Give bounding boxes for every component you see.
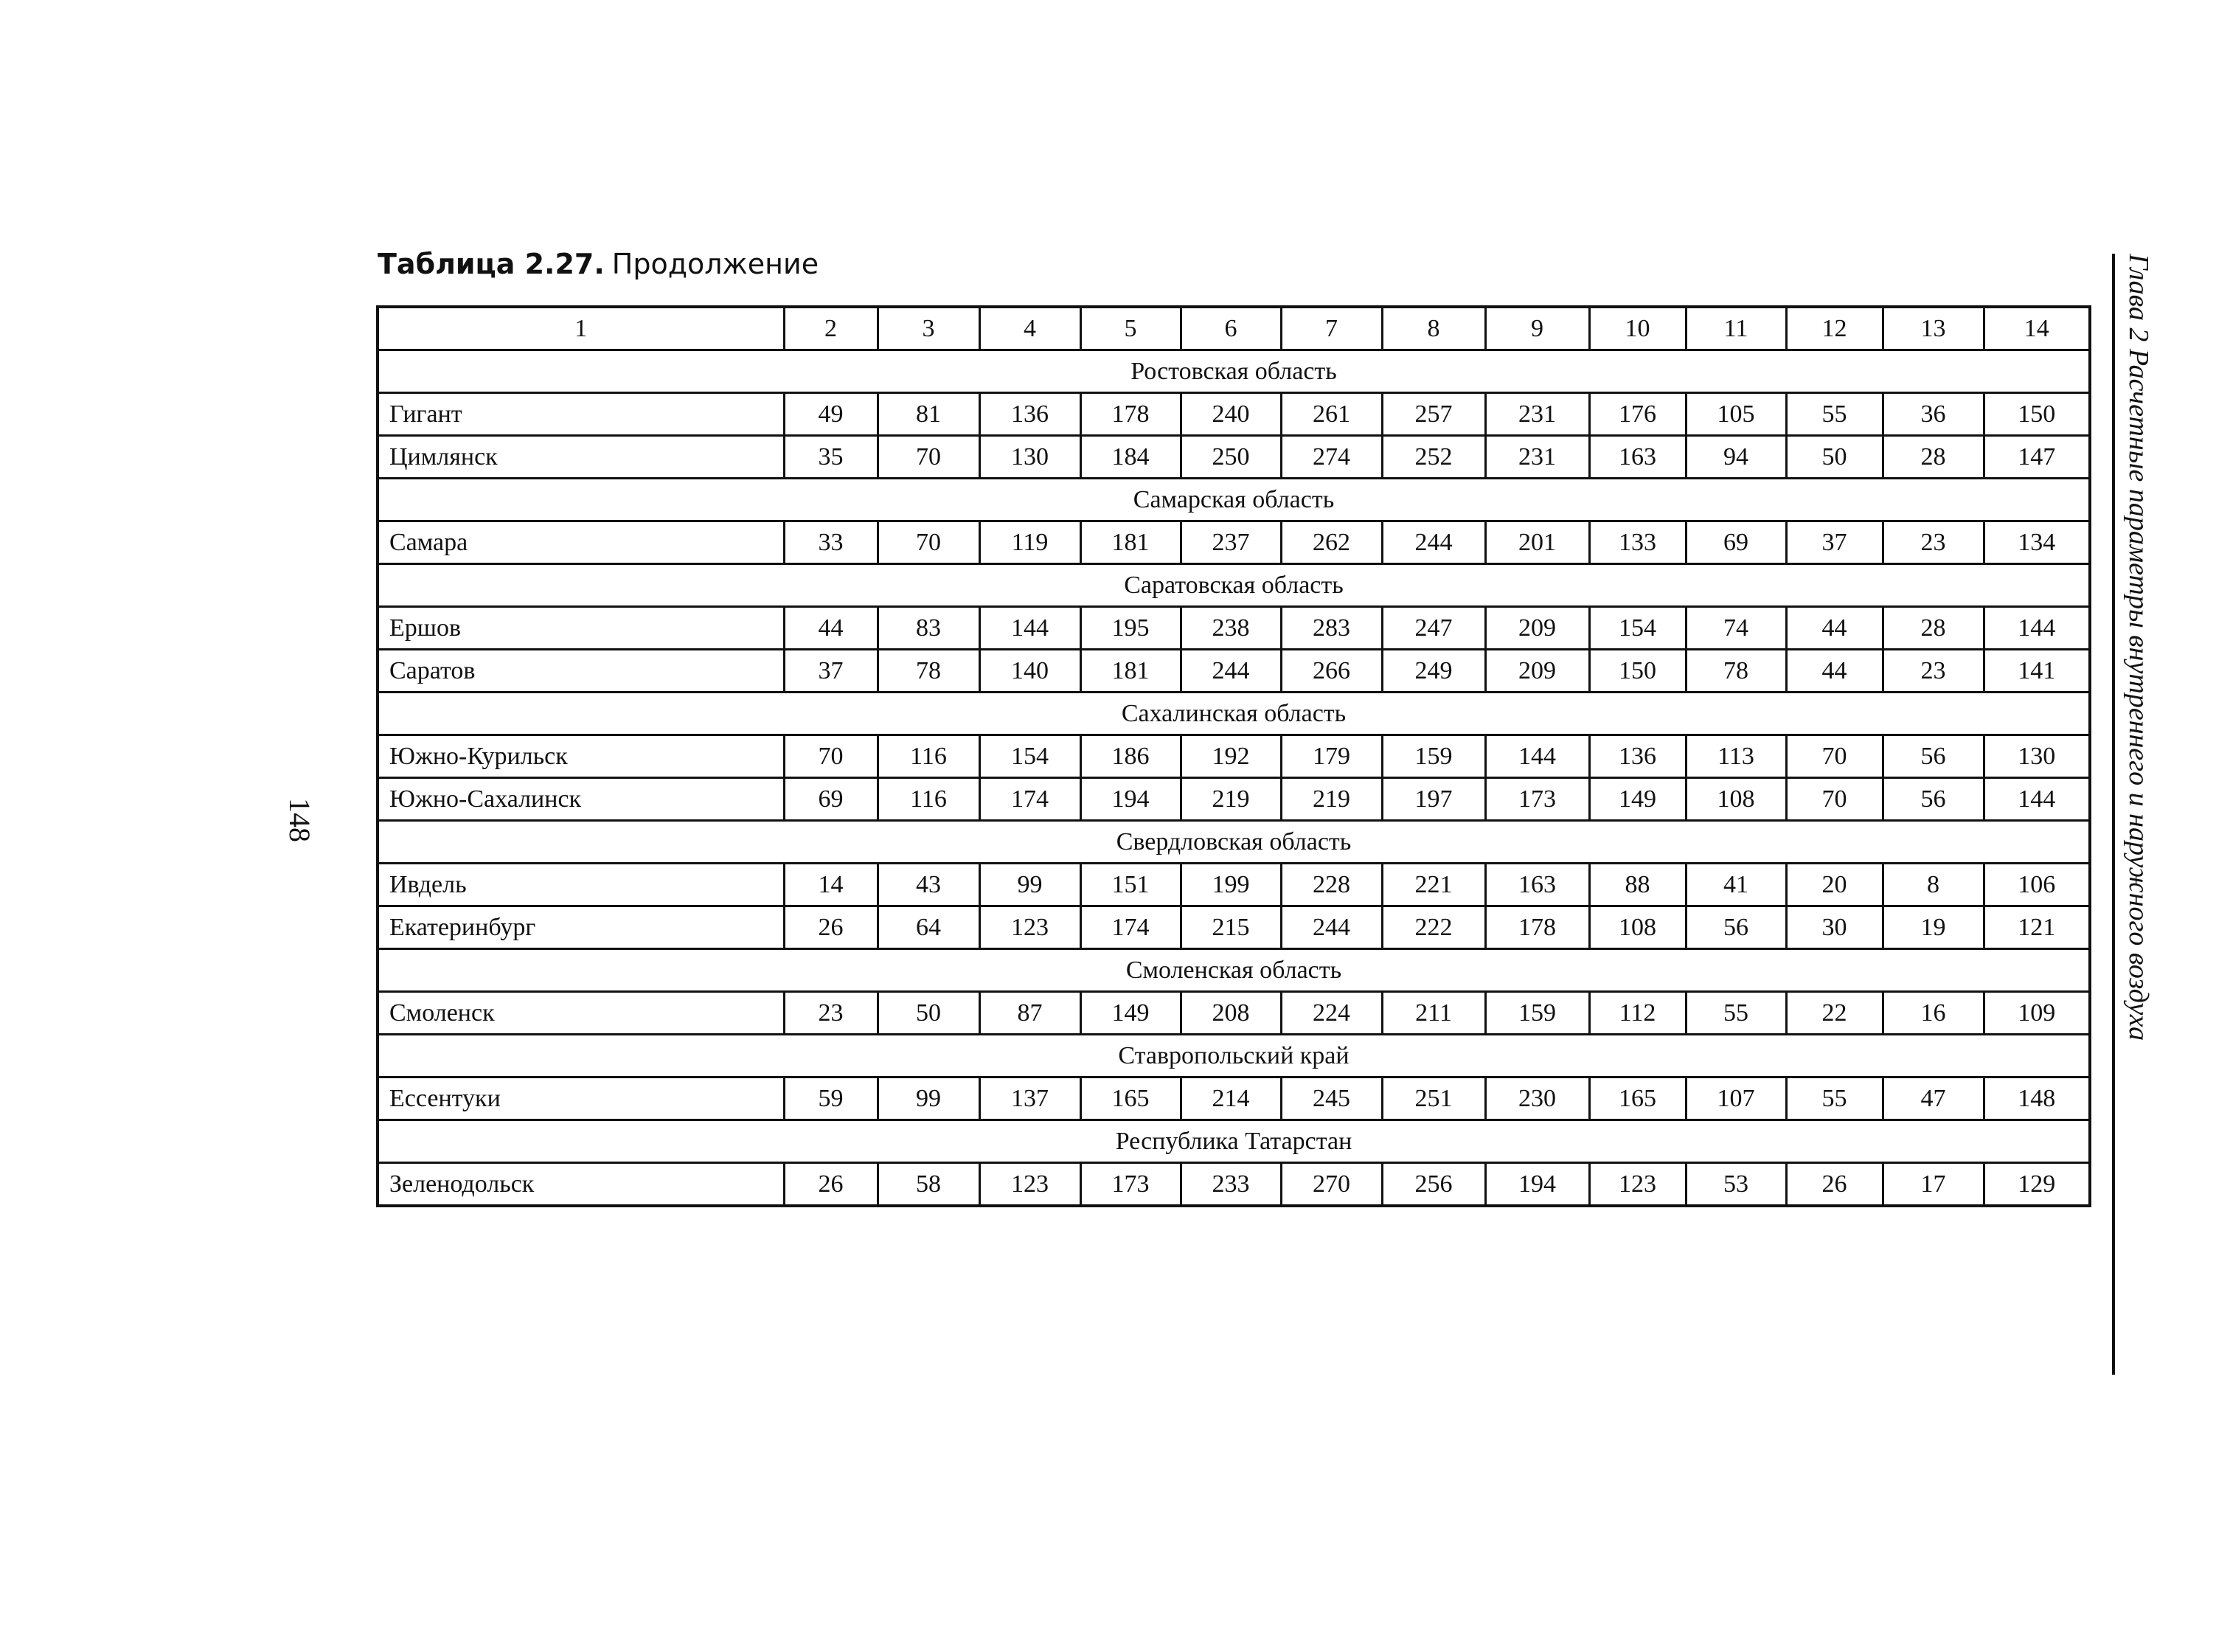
value-cell: 26 [784,906,878,949]
value-cell: 70 [1786,735,1883,778]
value-cell: 134 [1984,521,2090,564]
city-name-cell: Южно-Курильск [378,735,784,778]
value-cell: 219 [1281,778,1382,821]
value-cell: 108 [1589,906,1686,949]
column-header-cell: 5 [1080,307,1181,350]
value-cell: 137 [979,1077,1080,1120]
value-cell: 194 [1080,778,1181,821]
value-cell: 55 [1786,393,1883,436]
city-name-cell: Ершов [378,607,784,650]
table-row [378,436,2090,479]
value-cell: 208 [1181,992,1281,1035]
value-cell: 250 [1181,436,1281,479]
value-cell: 266 [1281,650,1382,693]
value-cell: 87 [979,992,1080,1035]
value-cell: 123 [979,1163,1080,1207]
value-cell: 201 [1485,521,1589,564]
value-cell: 70 [878,521,979,564]
value-cell: 55 [1686,992,1786,1035]
region-heading: Республика Татарстан [378,1120,2090,1163]
value-cell: 147 [1984,436,2090,479]
value-cell: 56 [1686,906,1786,949]
value-cell: 154 [1589,607,1686,650]
value-cell: 261 [1281,393,1382,436]
column-header-cell: 7 [1281,307,1382,350]
value-cell: 173 [1080,1163,1181,1207]
value-cell: 70 [878,436,979,479]
city-name-cell: Екатеринбург [378,906,784,949]
value-cell: 173 [1485,778,1589,821]
column-header-cell: 11 [1686,307,1786,350]
value-cell: 49 [784,393,878,436]
value-cell: 14 [784,864,878,906]
table-row [378,906,2090,949]
value-cell: 231 [1485,393,1589,436]
value-cell: 83 [878,607,979,650]
value-cell: 165 [1589,1077,1686,1120]
value-cell: 28 [1883,436,1984,479]
value-cell: 228 [1281,864,1382,906]
value-cell: 44 [1786,607,1883,650]
value-cell: 262 [1281,521,1382,564]
column-header-cell: 14 [1984,307,2090,350]
value-cell: 116 [878,735,979,778]
data-table [376,305,2091,1207]
value-cell: 20 [1786,864,1883,906]
value-cell: 163 [1485,864,1589,906]
value-cell: 74 [1686,607,1786,650]
running-head: Глава 2 Расчетные параметры внутреннего и наружного воздуха [2123,254,2154,1041]
value-cell: 121 [1984,906,2090,949]
value-cell: 144 [1984,607,2090,650]
value-cell: 47 [1883,1077,1984,1120]
value-cell: 107 [1686,1077,1786,1120]
value-cell: 133 [1589,521,1686,564]
value-cell: 184 [1080,436,1181,479]
value-cell: 195 [1080,607,1181,650]
value-cell: 88 [1589,864,1686,906]
value-cell: 17 [1883,1163,1984,1207]
value-cell: 129 [1984,1163,2090,1207]
value-cell: 244 [1382,521,1485,564]
value-cell: 233 [1181,1163,1281,1207]
value-cell: 165 [1080,1077,1181,1120]
value-cell: 186 [1080,735,1181,778]
region-heading: Сахалинская область [378,693,2090,735]
value-cell: 178 [1080,393,1181,436]
value-cell: 150 [1589,650,1686,693]
value-cell: 209 [1485,650,1589,693]
value-cell: 245 [1281,1077,1382,1120]
value-cell: 231 [1485,436,1589,479]
value-cell: 35 [784,436,878,479]
value-cell: 23 [1883,521,1984,564]
value-cell: 36 [1883,393,1984,436]
value-cell: 144 [1485,735,1589,778]
value-cell: 174 [1080,906,1181,949]
column-header-cell: 2 [784,307,878,350]
column-header-cell: 12 [1786,307,1883,350]
value-cell: 56 [1883,778,1984,821]
value-cell: 270 [1281,1163,1382,1207]
data-table-wrapper [376,305,2088,1207]
value-cell: 70 [1786,778,1883,821]
region-row [378,479,2090,521]
value-cell: 144 [1984,778,2090,821]
value-cell: 123 [979,906,1080,949]
value-cell: 130 [1984,735,2090,778]
value-cell: 224 [1281,992,1382,1035]
value-cell: 149 [1080,992,1181,1035]
value-cell: 37 [1786,521,1883,564]
value-cell: 151 [1080,864,1181,906]
column-header-cell: 6 [1181,307,1281,350]
region-row [378,949,2090,992]
value-cell: 23 [1883,650,1984,693]
city-name-cell: Южно-Сахалинск [378,778,784,821]
value-cell: 141 [1984,650,2090,693]
value-cell: 197 [1382,778,1485,821]
value-cell: 69 [784,778,878,821]
value-cell: 199 [1181,864,1281,906]
value-cell: 148 [1984,1077,2090,1120]
table-row [378,735,2090,778]
value-cell: 163 [1589,436,1686,479]
value-cell: 105 [1686,393,1786,436]
value-cell: 150 [1984,393,2090,436]
region-row [378,1120,2090,1163]
table-body [378,307,2090,1206]
value-cell: 283 [1281,607,1382,650]
value-cell: 181 [1080,521,1181,564]
value-cell: 19 [1883,906,1984,949]
value-cell: 219 [1181,778,1281,821]
value-cell: 181 [1080,650,1181,693]
value-cell: 64 [878,906,979,949]
value-cell: 240 [1181,393,1281,436]
table-row [378,521,2090,564]
region-heading: Самарская область [378,479,2090,521]
value-cell: 252 [1382,436,1485,479]
value-cell: 144 [979,607,1080,650]
table-caption-continuation: Продолжение [611,248,819,280]
value-cell: 99 [878,1077,979,1120]
value-cell: 113 [1686,735,1786,778]
table-row [378,393,2090,436]
column-header-cell: 10 [1589,307,1686,350]
value-cell: 22 [1786,992,1883,1035]
value-cell: 140 [979,650,1080,693]
table-row [378,1077,2090,1120]
value-cell: 99 [979,864,1080,906]
value-cell: 130 [979,436,1080,479]
column-header-cell: 1 [378,307,784,350]
header-row [378,307,2090,350]
value-cell: 149 [1589,778,1686,821]
table-row [378,778,2090,821]
region-row [378,821,2090,864]
city-name-cell: Самара [378,521,784,564]
region-heading: Смоленская область [378,949,2090,992]
region-row [378,350,2090,393]
city-name-cell: Цимлянск [378,436,784,479]
value-cell: 214 [1181,1077,1281,1120]
value-cell: 59 [784,1077,878,1120]
value-cell: 108 [1686,778,1786,821]
table-caption-number: Таблица 2.27. [378,248,605,280]
value-cell: 211 [1382,992,1485,1035]
region-row [378,564,2090,607]
value-cell: 176 [1589,393,1686,436]
city-name-cell: Зеленодольск [378,1163,784,1207]
value-cell: 174 [979,778,1080,821]
value-cell: 194 [1485,1163,1589,1207]
value-cell: 50 [878,992,979,1035]
column-header-cell: 9 [1485,307,1589,350]
value-cell: 26 [1786,1163,1883,1207]
value-cell: 244 [1281,906,1382,949]
value-cell: 50 [1786,436,1883,479]
table-row [378,650,2090,693]
value-cell: 136 [979,393,1080,436]
value-cell: 106 [1984,864,2090,906]
value-cell: 44 [1786,650,1883,693]
value-cell: 159 [1382,735,1485,778]
value-cell: 274 [1281,436,1382,479]
value-cell: 26 [784,1163,878,1207]
table-row [378,864,2090,906]
region-heading: Ставропольский край [378,1035,2090,1077]
value-cell: 58 [878,1163,979,1207]
value-cell: 69 [1686,521,1786,564]
table-row [378,1163,2090,1207]
value-cell: 41 [1686,864,1786,906]
value-cell: 256 [1382,1163,1485,1207]
value-cell: 23 [784,992,878,1035]
value-cell: 222 [1382,906,1485,949]
column-header-cell: 4 [979,307,1080,350]
running-head-rule [2112,254,2115,1375]
value-cell: 28 [1883,607,1984,650]
value-cell: 53 [1686,1163,1786,1207]
table-caption [378,243,819,285]
page-number: 148 [283,798,316,842]
city-name-cell: Гигант [378,393,784,436]
value-cell: 159 [1485,992,1589,1035]
value-cell: 109 [1984,992,2090,1035]
column-header-cell: 3 [878,307,979,350]
value-cell: 116 [878,778,979,821]
region-heading: Саратовская область [378,564,2090,607]
value-cell: 78 [1686,650,1786,693]
value-cell: 44 [784,607,878,650]
value-cell: 112 [1589,992,1686,1035]
value-cell: 178 [1485,906,1589,949]
city-name-cell: Смоленск [378,992,784,1035]
value-cell: 192 [1181,735,1281,778]
value-cell: 55 [1786,1077,1883,1120]
value-cell: 81 [878,393,979,436]
value-cell: 249 [1382,650,1485,693]
column-header-cell: 13 [1883,307,1984,350]
value-cell: 123 [1589,1163,1686,1207]
value-cell: 251 [1382,1077,1485,1120]
value-cell: 56 [1883,735,1984,778]
value-cell: 94 [1686,436,1786,479]
table-row [378,992,2090,1035]
value-cell: 257 [1382,393,1485,436]
region-heading: Свердловская область [378,821,2090,864]
value-cell: 43 [878,864,979,906]
city-name-cell: Ессентуки [378,1077,784,1120]
value-cell: 8 [1883,864,1984,906]
value-cell: 78 [878,650,979,693]
value-cell: 244 [1181,650,1281,693]
region-row [378,1035,2090,1077]
value-cell: 30 [1786,906,1883,949]
column-header-cell: 8 [1382,307,1485,350]
city-name-cell: Ивдель [378,864,784,906]
region-heading: Ростовская область [378,350,2090,393]
value-cell: 33 [784,521,878,564]
value-cell: 70 [784,735,878,778]
value-cell: 179 [1281,735,1382,778]
value-cell: 37 [784,650,878,693]
value-cell: 119 [979,521,1080,564]
value-cell: 209 [1485,607,1589,650]
table-row [378,607,2090,650]
city-name-cell: Саратов [378,650,784,693]
region-row [378,693,2090,735]
value-cell: 221 [1382,864,1485,906]
value-cell: 237 [1181,521,1281,564]
value-cell: 16 [1883,992,1984,1035]
value-cell: 154 [979,735,1080,778]
value-cell: 230 [1485,1077,1589,1120]
value-cell: 136 [1589,735,1686,778]
value-cell: 238 [1181,607,1281,650]
value-cell: 215 [1181,906,1281,949]
value-cell: 247 [1382,607,1485,650]
